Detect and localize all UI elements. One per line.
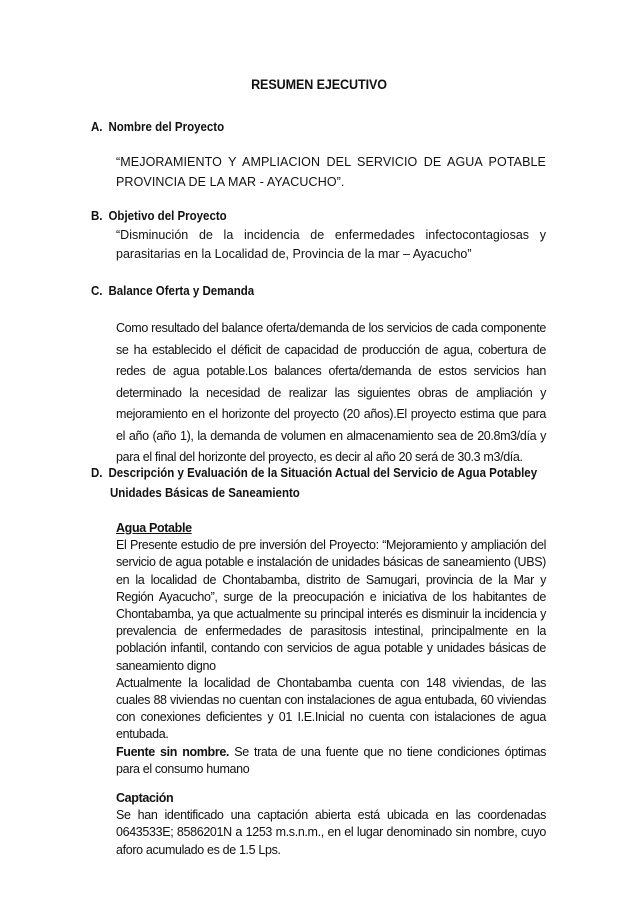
section-d-heading <box>91 466 537 480</box>
section-d-heading-line2: Unidades Básicas de Saneamiento <box>110 486 300 500</box>
section-d-letter: D. <box>91 466 103 480</box>
captacion-paragraph: Se han identificado una captación abierta está ubicada en las coordenadas 0643533E; 8586201N a 1253 m.s.n.m., en el lugar denominado sin nombre, cuyo aforo acumulado es de 1.5 Lps. <box>116 808 546 857</box>
section-a-body <box>116 152 546 192</box>
section-c-heading <box>91 284 254 298</box>
fuente-text: Se trata de una fuente que no tiene condiciones óptimas para el consumo humano <box>116 744 546 776</box>
project-objective: “Disminución de la incidencia de enfermedades infectocontagiosas y parasitarias en la Localidad de, Provincia de la mar – Ayacucho” <box>116 228 546 261</box>
section-d-body <box>116 520 546 859</box>
document-title: RESUMEN EJECUTIVO <box>251 77 387 92</box>
fuente-lead: Fuente sin nombre. <box>116 744 230 759</box>
section-b-body <box>116 226 546 264</box>
section-a-title: Nombre del Proyecto <box>108 120 225 134</box>
section-a-letter: A. <box>91 120 103 134</box>
agua-potable-subtitle: Agua Potable <box>116 521 192 535</box>
section-c-letter: C. <box>91 284 103 298</box>
section-b-letter: B. <box>91 209 103 223</box>
agua-potable-paragraph-1: El Presente estudio de pre inversión del Proyecto: “Mejoramiento y ampliación del servicio de agua potable e instalación de unidades básicas de saneamiento (UBS) en la localidad de Chontabamba, distrito de Samugari, provincia de la Mar y Región Ayacucho”, surge de la preocupación e iniciativa de los habitantes de Chontabamba, ya que actualmente su principal interés es disminuir la incidencia y prevalencia de enfermedades de parasitosis intestinal, principalmente en la población infantil, contando con servicios de agua potable y unidades básicas de saneamiento digno <box>116 538 546 673</box>
section-c-title: Balance Oferta y Demanda <box>108 284 255 298</box>
section-a-heading <box>91 120 224 134</box>
section-c-body <box>116 318 546 469</box>
project-name: “MEJORAMIENTO Y AMPLIACION DEL SERVICIO DE AGUA POTABLE PROVINCIA DE LA MAR - AYACUCHO”. <box>116 155 546 189</box>
agua-potable-paragraph-2: Actualmente la localidad de Chontabamba cuenta con 148 viviendas, de las cuales 88 viviendas no cuentan con instalaciones de agua entubada, 60 viviendas con conexiones deficientes y 01 I.E.Inicial no cuenta con istalaciones de agua entubada. <box>116 675 546 742</box>
fuente-paragraph <box>116 744 546 778</box>
section-b-title: Objetivo del Proyecto <box>108 209 227 223</box>
balance-paragraph: Como resultado del balance oferta/demanda de los servicios de cada componente se ha establecido el déficit de capacidad de producción de agua, cobertura de redes de agua potable.Los balances oferta/demanda de estos servicios han determinado la necesidad de realizar las siguientes obras de ampliación y mejoramiento en el horizonte del proyecto (20 años).El proyecto estima que para el año (año 1), la demanda de volumen en almacenamiento sea de 20.8m3/día y para el final del horizonte del proyecto, es decir al año 20 será de 30.3 m3/día. <box>116 321 546 464</box>
captacion-subtitle: Captación <box>116 791 174 806</box>
section-d-title: Descripción y Evaluación de la Situación Actual del Servicio de Agua Potabley <box>108 466 538 480</box>
section-b-heading <box>91 209 227 223</box>
